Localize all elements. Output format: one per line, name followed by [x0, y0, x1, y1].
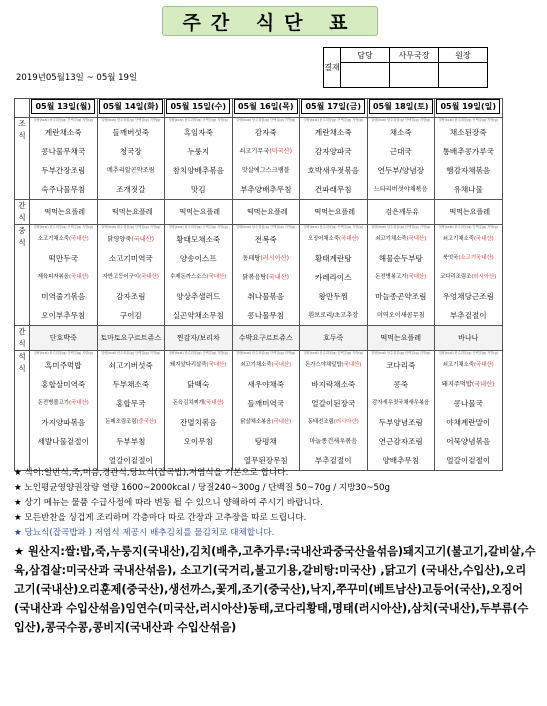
nutrition-note: 열량(kcal) 탄수화물(g) 단백질(g) 지방(g) [438, 225, 498, 229]
menu-item: 오징어채소죽(국내산) [307, 236, 359, 242]
menu-item: 쇠고기채소죽(국내산) [240, 362, 292, 368]
snack-item: 호두죽 [300, 326, 368, 351]
menu-item: 흑임자죽 [183, 128, 213, 137]
menu-item: 들깨미역국 [247, 399, 285, 408]
menu-item: 미역오이새콤무침 [376, 312, 425, 319]
day-header [367, 99, 435, 118]
menu-item: 건파래무침 [314, 185, 352, 194]
menu-item: 가지양파볶음 [41, 418, 86, 427]
menu-item: 쇠고기버섯죽 [108, 361, 153, 370]
menu-item: 구이김 [119, 311, 142, 320]
snack-item: 수박요구르트쥬스 [232, 326, 300, 351]
nutrition-note: 열량(kcal) 탄수화물(g) 단백질(g) 지방(g) [438, 351, 498, 355]
menu-item: 근대국 [389, 147, 412, 156]
menu-item: 메추리알곤약조림 [106, 167, 155, 174]
menu-item: 우엉채당근조림 [442, 292, 494, 301]
menu-item: 들깨버섯죽 [112, 128, 150, 137]
menu-item: 수제돈까스소스(국내산) [170, 274, 227, 280]
menu-item: 소고기채소죽(국내산) [37, 236, 89, 242]
origin-tag: (국내산) [68, 400, 89, 406]
menu-item: 청국장 [119, 147, 142, 156]
nutrition-note: 열량(kcal) 탄수화물(g) 단백질(g) 지방(g) [168, 118, 228, 122]
menu-item: 얼갈이겉절이 [108, 456, 153, 465]
day-header-label: 05월 19일(일) [436, 99, 500, 114]
menu-item: 콩나물국 [453, 399, 483, 408]
nutrition-note: 열량(kcal) 탄수화물(g) 단백질(g) 지방(g) [33, 118, 93, 122]
meal-cell [165, 225, 233, 326]
menu-item: 황태모채소죽 [176, 235, 221, 244]
nutrition-note: 열량(kcal) 탄수화물(g) 단백질(g) 지방(g) [33, 351, 93, 355]
nutrition-note: 열량(kcal) 탄수화물(g) 단백질(g) 지방(g) [371, 351, 431, 355]
menu-item: 실곤약채소무침 [172, 311, 224, 320]
nutrition-note: 열량(kcal) 탄수화물(g) 단백질(g) 지방(g) [303, 225, 363, 229]
menu-item: 떡만두국 [48, 254, 78, 263]
menu-item: 탕평채 [254, 437, 277, 446]
menu-item: 소고기미역국 [108, 254, 153, 263]
menu-item: 감자조림 [116, 292, 146, 301]
menu-item: 누룽지 [187, 147, 210, 156]
meal-cell [232, 118, 300, 200]
menu-item: 얼갈이겉절이 [446, 456, 491, 465]
approval-sign-staff [341, 63, 390, 88]
meal-cell [165, 118, 233, 200]
snack-item: 바나나 [435, 326, 503, 351]
menu-item: 카레라이스 [314, 273, 352, 282]
menu-item: 돈전병볼고기(국내산) [37, 400, 89, 406]
menu-item: 부추겉절이 [314, 456, 352, 465]
menu-item: 콩나물무채국 [41, 147, 86, 156]
snack-item: 떡먹는요플레 [367, 326, 435, 351]
snack-item: 토마토요구르트쥬스 [97, 326, 165, 351]
menu-item: 취나물볶음 [247, 292, 285, 301]
menu-item: 양송이스프 [179, 254, 217, 263]
nutrition-note: 열량(kcal) 탄수화물(g) 단백질(g) 지방(g) [371, 225, 431, 229]
menu-item: 마늘종건새우볶음 [309, 438, 358, 445]
snack-item: 단호박죽 [30, 326, 98, 351]
menu-item: 황태계란탕 [314, 254, 352, 263]
menu-item: 자반고등어구이(국내산) [102, 274, 159, 280]
approval-box [323, 47, 488, 88]
menu-item: 미역줄기볶음 [41, 292, 86, 301]
menu-item: 두부간장조림 [41, 166, 86, 175]
meal-cell [435, 118, 503, 200]
note-nutrition: ★ 노인평균영양권장량 열량 1600~2000kcal / 당질240~300g / 단백질 50~70g / 지방30~50g [14, 483, 390, 493]
approval-sign-manager [390, 63, 439, 88]
corner-cell [15, 99, 30, 118]
origin-tag: (국내산) [338, 236, 359, 242]
nutrition-note: 열량(kcal) 탄수화물(g) 단백질(g) 지방(g) [168, 225, 228, 229]
approval-role-manager: 사무국장 [390, 48, 439, 63]
meal-cell [367, 225, 435, 326]
meal-label-am_snack: 간식 [15, 200, 30, 225]
nutrition-note: 열량(kcal) 탄수화물(g) 단백질(g) 지방(g) [101, 351, 161, 355]
menu-item: 참치양배추볶음 [172, 166, 224, 175]
nutrition-note: 열량(kcal) 탄수화물(g) 단백질(g) 지방(g) [236, 225, 296, 229]
origin-tag: (국내산) [341, 362, 362, 368]
meal-label-pm_snack: 간식 [15, 326, 30, 351]
menu-item: 제육피자볶음(국내산) [37, 274, 89, 280]
menu-item: 돼지주먹밥(국내산) [441, 381, 495, 388]
menu-item: 돈육김치찌개(국내산) [172, 400, 224, 406]
nutrition-note: 열량(kcal) 탄수화물(g) 단백질(g) 지방(g) [438, 118, 498, 122]
snack-item: 떡먹는요플레 [30, 200, 98, 225]
origin-tag: (국내산) [68, 274, 89, 280]
menu-item: 동태탕(러시아산) [242, 255, 290, 262]
menu-item: 유채나물 [453, 185, 483, 194]
day-header-label: 05월 14일(화) [99, 99, 163, 114]
menu-item: 감자양파국 [314, 147, 352, 156]
origin-tag: (국내산) [473, 362, 494, 368]
note-change: ★ 상기 메뉴는 물품 수급사정에 따라 변동 될 수 있으니 양해하여 주시기 바랍니다. [14, 498, 323, 508]
meal-cell [165, 351, 233, 471]
snack-item: 떡먹는요플레 [300, 200, 368, 225]
menu-item: 두부부침 [116, 437, 146, 446]
snack-item: 떡먹는요플레 [435, 200, 503, 225]
menu-item: 돈메조림조림(중국산) [105, 419, 157, 425]
nutrition-note: 열량(kcal) 탄수화물(g) 단백질(g) 지방(g) [168, 351, 228, 355]
menu-item: 북엇국(소고기국내산) [442, 255, 494, 261]
menu-item: 맛살에그스크램블 [241, 167, 290, 174]
origin-tag: (미국산) [269, 148, 293, 155]
origin-tag: (러시아산) [260, 255, 290, 262]
menu-item: 양배추무침 [382, 456, 420, 465]
meal-label-breakfast: 조식 [15, 118, 30, 200]
meal-cell [435, 351, 503, 471]
nutrition-note: 열량(kcal) 탄수화물(g) 단백질(g) 지방(g) [236, 351, 296, 355]
meal-cell [300, 351, 368, 471]
menu-item: 왕만두찜 [318, 292, 348, 301]
menu-item: 느타리버섯야채볶음 [373, 186, 428, 193]
menu-item: 코다리죽 [386, 361, 416, 370]
approval-label: 결재 [324, 48, 341, 88]
menu-item: 쇠고기채소죽(국내산) [442, 362, 494, 368]
menu-item: 돈가스야채덮밥(국내산) [305, 362, 362, 368]
origin-tag: (국내산) [203, 400, 224, 406]
note-seasoning: ★ 모든반찬을 싱겁게 조리하며 각층마다 따로 간장과 고추장을 따로 드립니다. [14, 513, 307, 523]
snack-item: 떡먹는요플레 [232, 200, 300, 225]
menu-item: 계란채소죽 [44, 128, 82, 137]
approval-sign-director [439, 63, 488, 88]
menu-item: 얼갈이된장국 [311, 399, 356, 408]
meal-cell [300, 225, 368, 326]
menu-item: 오이무침 [183, 437, 213, 446]
day-header-label: 05월 18일(토) [369, 99, 433, 114]
menu-item: 쇠고기채소죽(국내산) [375, 236, 427, 242]
snack-item: 찐감자/보리차 [165, 326, 233, 351]
menu-item: 콩죽 [393, 380, 409, 389]
menu-item: 맛김 [190, 185, 206, 194]
menu-item: 닭영양죽(국내산) [107, 236, 155, 243]
menu-item: 채소된장죽 [449, 128, 487, 137]
approval-role-director: 원장 [439, 48, 488, 63]
meal-cell [367, 118, 435, 200]
menu-item: 닭살채소볶음(국내산) [240, 419, 292, 425]
day-header-label: 05월 15일(수) [166, 99, 230, 114]
menu-item: 세발나물겉절이 [37, 437, 89, 446]
menu-item: 홍합살미역죽 [41, 380, 86, 389]
snack-item: 떡먹는요플레 [97, 200, 165, 225]
origin-tag: (국내산) [406, 274, 427, 280]
origin-tag: (국내산) [271, 419, 292, 425]
meal-cell [97, 351, 165, 471]
menu-item: 계란채소죽 [314, 128, 352, 137]
meal-label-lunch: 중식 [15, 225, 30, 326]
menu-item: 통배추콩가루국 [442, 147, 494, 156]
menu-item: 홍합무국 [116, 399, 146, 408]
menu-item: 부추양배추무침 [240, 185, 292, 194]
origin-tag: (국내산) [68, 236, 89, 242]
menu-item: 부추겉절이 [449, 311, 487, 320]
nutrition-note: 열량(kcal) 탄수화물(g) 단백질(g) 지방(g) [101, 225, 161, 229]
menu-item: 감자죽 [254, 128, 277, 137]
origin-tag: (국내산) [266, 274, 290, 281]
meal-cell [30, 225, 98, 326]
menu-item: 흰보로리/초고추장 [308, 312, 359, 319]
nutrition-note: 열량(kcal) 탄수화물(g) 단백질(g) 지방(g) [371, 118, 431, 122]
nutrition-note: 열량(kcal) 탄수화물(g) 단백질(g) 지방(g) [33, 225, 93, 229]
menu-item: 돈전병볶고기(국내산) [375, 274, 427, 280]
menu-item: 감자새우젓국채새우볶음 [372, 400, 430, 406]
menu-item: 닭볶음탕(국내산) [242, 274, 290, 281]
menu-item: 흑미주먹밥 [44, 361, 82, 370]
menu-item: 열무된장무침 [243, 456, 288, 465]
menu-item: 숙주나물무침 [41, 185, 86, 194]
menu-item: 연근감자조림 [378, 437, 423, 446]
origin-tag: (소고기국내산) [458, 255, 494, 261]
notes-section [14, 466, 536, 637]
menu-item: 쇠고기채소죽(국내산) [442, 236, 494, 242]
origin-tag: (러시아산) [333, 419, 359, 425]
meal-cell [97, 118, 165, 200]
snack-item: 떡먹는요플레 [165, 200, 233, 225]
origin-tag: (국내산) [271, 362, 292, 368]
menu-item: 코다리조림조(러시아산) [440, 274, 497, 280]
nutrition-note: 열량(kcal) 탄수화물(g) 단백질(g) 지방(g) [236, 118, 296, 122]
menu-item: 돼지앞다리살죽(국내산) [170, 362, 227, 368]
nutrition-note: 열량(kcal) 탄수화물(g) 단백질(g) 지방(g) [303, 351, 363, 355]
menu-item: 조개젓갈 [116, 185, 146, 194]
meal-cell [30, 351, 98, 471]
origin-tag: (국내산) [139, 274, 159, 280]
origin-tag: (러시아산) [471, 274, 497, 280]
menu-item: 전복죽 [254, 235, 277, 244]
menu-item: 두부양념조림 [378, 418, 423, 427]
menu-item: 야채계란말이 [446, 418, 491, 427]
day-header [232, 99, 300, 118]
page-title: 주간 식단 표 [162, 6, 378, 36]
nutrition-note: 열량(kcal) 탄수화물(g) 단백질(g) 지방(g) [303, 118, 363, 122]
menu-item: 두부채소죽 [112, 380, 150, 389]
meal-cell [435, 225, 503, 326]
weekly-menu-table [14, 98, 503, 471]
origin-tag: (중국산) [136, 419, 157, 425]
meal-cell [232, 351, 300, 471]
origin-tag: (국내산) [131, 236, 155, 243]
menu-item: 해물순두부탕 [378, 254, 423, 263]
menu-item: 오이부추무침 [41, 311, 86, 320]
menu-item: 햄감자채볶음 [446, 166, 491, 175]
day-header [97, 99, 165, 118]
day-header [165, 99, 233, 118]
meal-cell [30, 118, 98, 200]
note-diet: ★ 식이:일반식,죽,미음,경관식,당뇨식(잡곡밥),저염식을 기본으로 합니다. [14, 468, 289, 478]
meal-cell [97, 225, 165, 326]
approval-role-staff: 담당 [341, 48, 390, 63]
menu-item: 동태전조림(러시아산) [307, 419, 359, 425]
menu-item: 어묵양념볶음 [446, 437, 491, 446]
nutrition-note: 열량(kcal) 탄수화물(g) 단백질(g) 지방(g) [101, 118, 161, 122]
menu-item: 콩나물무침 [247, 311, 285, 320]
menu-item: 호박새우젓볶음 [307, 166, 359, 175]
meal-cell [300, 118, 368, 200]
origin-tag: (국내산) [471, 381, 495, 388]
meal-cell [232, 225, 300, 326]
day-header [300, 99, 368, 118]
snack-item: 검은깨두유 [367, 200, 435, 225]
day-header-label: 05월 17일(금) [301, 99, 365, 114]
menu-item: 마늘종곤약조림 [375, 292, 427, 301]
note-diabetic: ★ 당뇨식(잡곡밥과 ) 저염식 제공시 배추김치를 물김치로 대체합니다. [14, 528, 275, 538]
menu-item: 쇠고기무국(미국산) [239, 148, 293, 155]
menu-item: 새우야채죽 [247, 380, 285, 389]
day-header [435, 99, 503, 118]
menu-item: 연두부/양념장 [377, 166, 425, 175]
origin-tag: (국내산) [406, 236, 427, 242]
note-origin: ★ 원산지:쌀:밥,죽,누룽지(국내산),김치(배추,고추가루:국내산과중국산을섞음)돼지고기(불고기,갈비살,수육,삼겹살:미국산과 국내산섞음), 소고기(국거리,불고기용,갈비탕:미국산) ,닭고기 (국내산,수입산),오리고기(국내산)오리훈제(중국산),생선까스,꽃게,조기(중국산),낙지,쭈꾸미(베트남산)고등어(국산),오징어(국내산과 수입산섞음)임연수(미국산,러시아산)동태,코다리황태,명태(러시아산),삼치(국내산),두부류(수입산),콩국수콩,콩비지(국내산과 수입산섞음) [14, 545, 536, 634]
day-header-label: 05월 13일(월) [31, 99, 95, 114]
origin-tag: (국내산) [206, 274, 227, 280]
menu-item: 잔멸치볶음 [179, 418, 217, 427]
meal-cell [367, 351, 435, 471]
day-header-label: 05월 16일(목) [234, 99, 298, 114]
date-range: 2019년05월13일 ~ 05월 19일 [16, 73, 138, 83]
menu-item: 채소죽 [389, 128, 412, 137]
origin-tag: (국내산) [206, 362, 227, 368]
menu-item: 양상추샐러드 [176, 292, 221, 301]
menu-item: 바지락채소죽 [311, 380, 356, 389]
day-header [30, 99, 98, 118]
origin-tag: (국내산) [473, 236, 494, 242]
meal-label-dinner: 석식 [15, 351, 30, 471]
menu-item: 닭백숙 [187, 380, 210, 389]
